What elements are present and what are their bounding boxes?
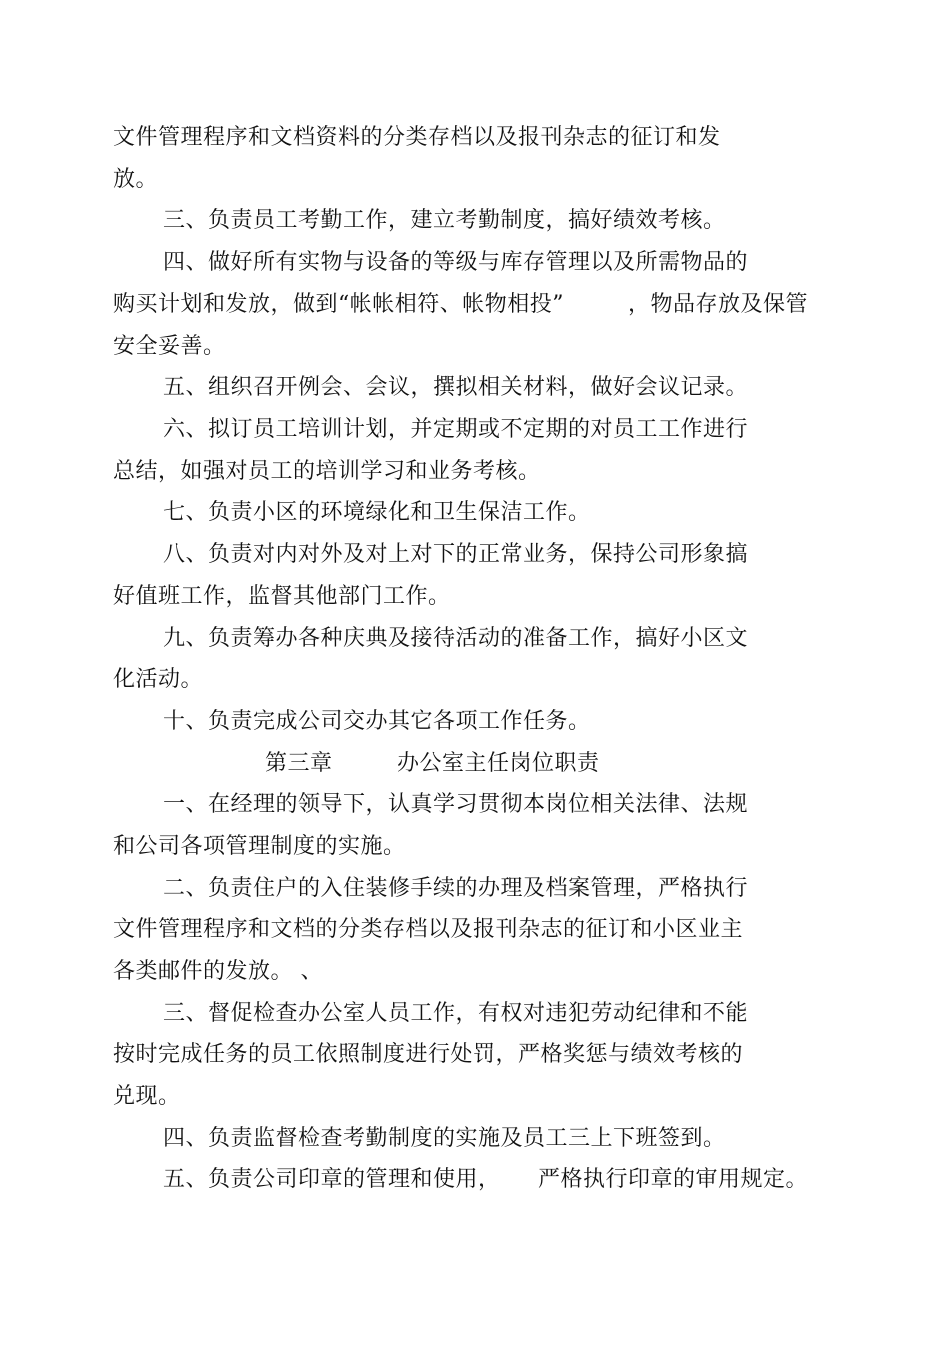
text-line: 严格执行印章的审用规定。 [538, 1167, 809, 1192]
text-line: 各类邮件的发放。 、 [113, 959, 323, 984]
text-line: 安全妥善。 [113, 334, 226, 359]
chapter-heading-title: 办公室主任岗位职责 [397, 751, 600, 776]
text-line: 兑现。 [113, 1084, 181, 1109]
text-line: 一、在经理的领导下，认真学习贯彻本岗位相关法律、法规 [163, 792, 749, 817]
text-line: ，物品存放及保管 [628, 292, 809, 317]
chapter-heading-number: 第三章 [265, 751, 333, 776]
text-line: 六、拟订员工培训计划，并定期或不定期的对员工工作进行 [163, 417, 749, 442]
text-line: 二、负责住户的入住装修手续的办理及档案管理，严格执行 [163, 876, 749, 901]
text-line: 五、组织召开例会、会议，撰拟相关材料，做好会议记录。 [163, 375, 749, 400]
text-line: 放。 [113, 167, 159, 192]
text-line: 五、负责公司印章的管理和使用， [163, 1167, 501, 1192]
text-line: 文件管理程序和文档资料的分类存档以及报刊杂志的征订和发 [113, 125, 721, 150]
text-line: 八、负责对内对外及对上对下的正常业务，保持公司形象搞 [163, 542, 749, 567]
text-line: 七、负责小区的环境绿化和卫生保洁工作。 [163, 500, 591, 525]
text-line: 四、做好所有实物与设备的等级与库存管理以及所需物品的 [163, 250, 749, 275]
text-line: 购买计划和发放，做到“帐帐相符、帐物相投” [113, 292, 564, 317]
text-line: 总结，如强对员工的培训学习和业务考核。 [113, 459, 541, 484]
text-line: 三、负责员工考勤工作，建立考勤制度，搞好绩效考核。 [163, 208, 726, 233]
text-line: 三、督促检查办公室人员工作，有权对违犯劳动纪律和不能 [163, 1001, 749, 1026]
text-line: 九、负责筹办各种庆典及接待活动的准备工作，搞好小区文 [163, 626, 749, 651]
text-line: 和公司各项管理制度的实施。 [113, 834, 406, 859]
text-line: 十、负责完成公司交办其它各项工作任务。 [163, 709, 591, 734]
text-line: 化活动。 [113, 667, 204, 692]
text-line: 文件管理程序和文档的分类存档以及报刊杂志的征订和小区业主 [113, 917, 744, 942]
text-line: 四、负责监督检查考勤制度的实施及员工三上下班签到。 [163, 1126, 726, 1151]
text-line: 按时完成任务的员工依照制度进行处罚，严格奖惩与绩效考核的 [113, 1042, 744, 1067]
text-line: 好值班工作，监督其他部门工作。 [113, 584, 451, 609]
